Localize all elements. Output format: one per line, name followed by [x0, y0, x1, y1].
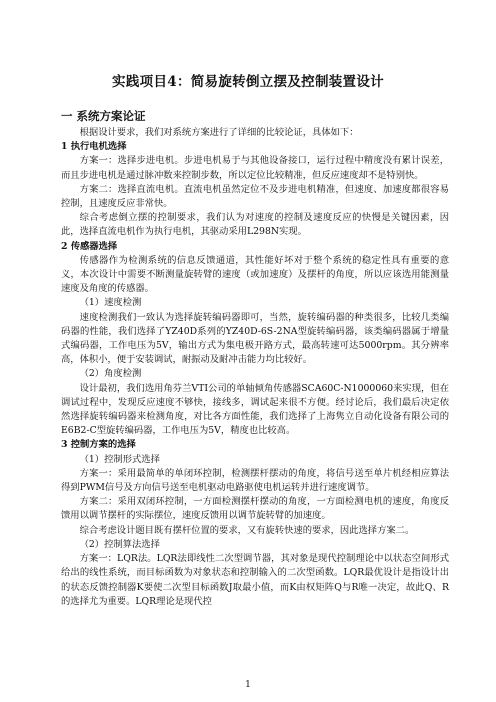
- paragraph: 速度检测我们一致认为选择旋转编码器即可，当然，旋转编码器的种类很多，比较几类编码器的性能，我们选择了YZ40D系列的YZ40D-6S-2NA型旋转编码器，该类编码器属于增量式编码器，工作电压为5V，输出方式为集电极开路方式，最高转速可达5000rpm。其分辨率高，体积小，便于安装调试，耐振动及耐冲击能力均比较好。: [61, 311, 449, 366]
- subheading: 2 传感器选择: [61, 240, 118, 252]
- paragraph: 综合考虑设计题目既有摆杆位置的要求，又有旋转快速的要求，因此选择方案二。: [79, 524, 415, 536]
- subheading: 3 控制方案的选择: [61, 439, 136, 451]
- paragraph: 方案二：采用双闭环控制，一方面检测摆杆摆动的角度，一方面检测电机的速度，角度反馈用以调节摆杆的实际摆位，速度反馈用以调节旋转臂的加速度。: [61, 496, 449, 522]
- paragraph: 方案一：选择步进电机。步进电机易于与其他设备接口，运行过程中精度没有累计误差，而且步进电机是通过脉冲数来控制步数，所以定位比较精准，但反应速度却不是特别快。: [61, 155, 449, 181]
- paragraph: 方案一：采用最简单的单闭环控制，检测摆杆摆动的角度，将信号送至单片机经相应算法得到PWM信号及方向信号送至电机驱动电路驱使电机运转并进行速度调节。: [61, 467, 449, 494]
- body-text: [61, 126, 449, 609]
- section-heading: 一 系统方案论证: [61, 109, 146, 123]
- subheading: （2）角度检测: [79, 368, 142, 380]
- paragraph: 方案二：选择直流电机。直流电机虽然定位不及步进电机精准，但速度、加速度都很容易控制，且速度反应非常快。: [61, 183, 449, 210]
- page-number: 1: [245, 680, 251, 690]
- subheading: （2）控制算法选择: [79, 538, 160, 550]
- subheading: （1）控制形式选择: [79, 453, 160, 465]
- paragraph: 传感器作为检测系统的信息反馈通道，其性能好坏对于整个系统的稳定性具有重要的意义，本次设计中需要不断测量旋转臂的速度（或加速度）及摆杆的角度，所以应该选用能测量速度及角度的传感器。: [61, 254, 449, 295]
- paragraph: 根据设计要求，我们对系统方案进行了详细的比较论证，具体如下：: [79, 127, 359, 138]
- paragraph: 设计最初，我们选用角芬兰VTI公司的单轴倾角传感器SCA60C-N1000060来实现，但在调试过程中，发现反应速度不够快，接线多，调试起来很不方便。经讨论后，我们最后决定依然选择旋转编码器来检测角度，对比各方面性能，我们选择了上海隽立自动化设备有限公司的E6B2-C型旋转编码器，工作电压为5V，精度也比较高。: [61, 382, 449, 437]
- subheading: 1 执行电机选择: [61, 141, 127, 153]
- page-title: 实践项目4：简易旋转倒立摆及控制装置设计: [112, 74, 384, 90]
- paragraph: 方案一：LQR法。LQR法即线性二次型调节器，其对象是现代控制理论中以状态空间形式给出的线性系统，而目标函数为对象状态和控制输入的二次型函数。LQR最优设计是指设计出的状态反馈控制器K要使二次型目标函数J取最小值，而K由权矩阵Q与R唯一决定，故此Q、R的选择尤为重要。LQR理论是现代控: [61, 553, 449, 607]
- subheading: （1）速度检测: [79, 297, 142, 309]
- paragraph: 综合考虑倒立摆的控制要求，我们认为对速度的控制及速度反应的快慢是关键因素，因此，选择直流电机作为执行电机，其驱动采用L298N实现。: [61, 212, 449, 238]
